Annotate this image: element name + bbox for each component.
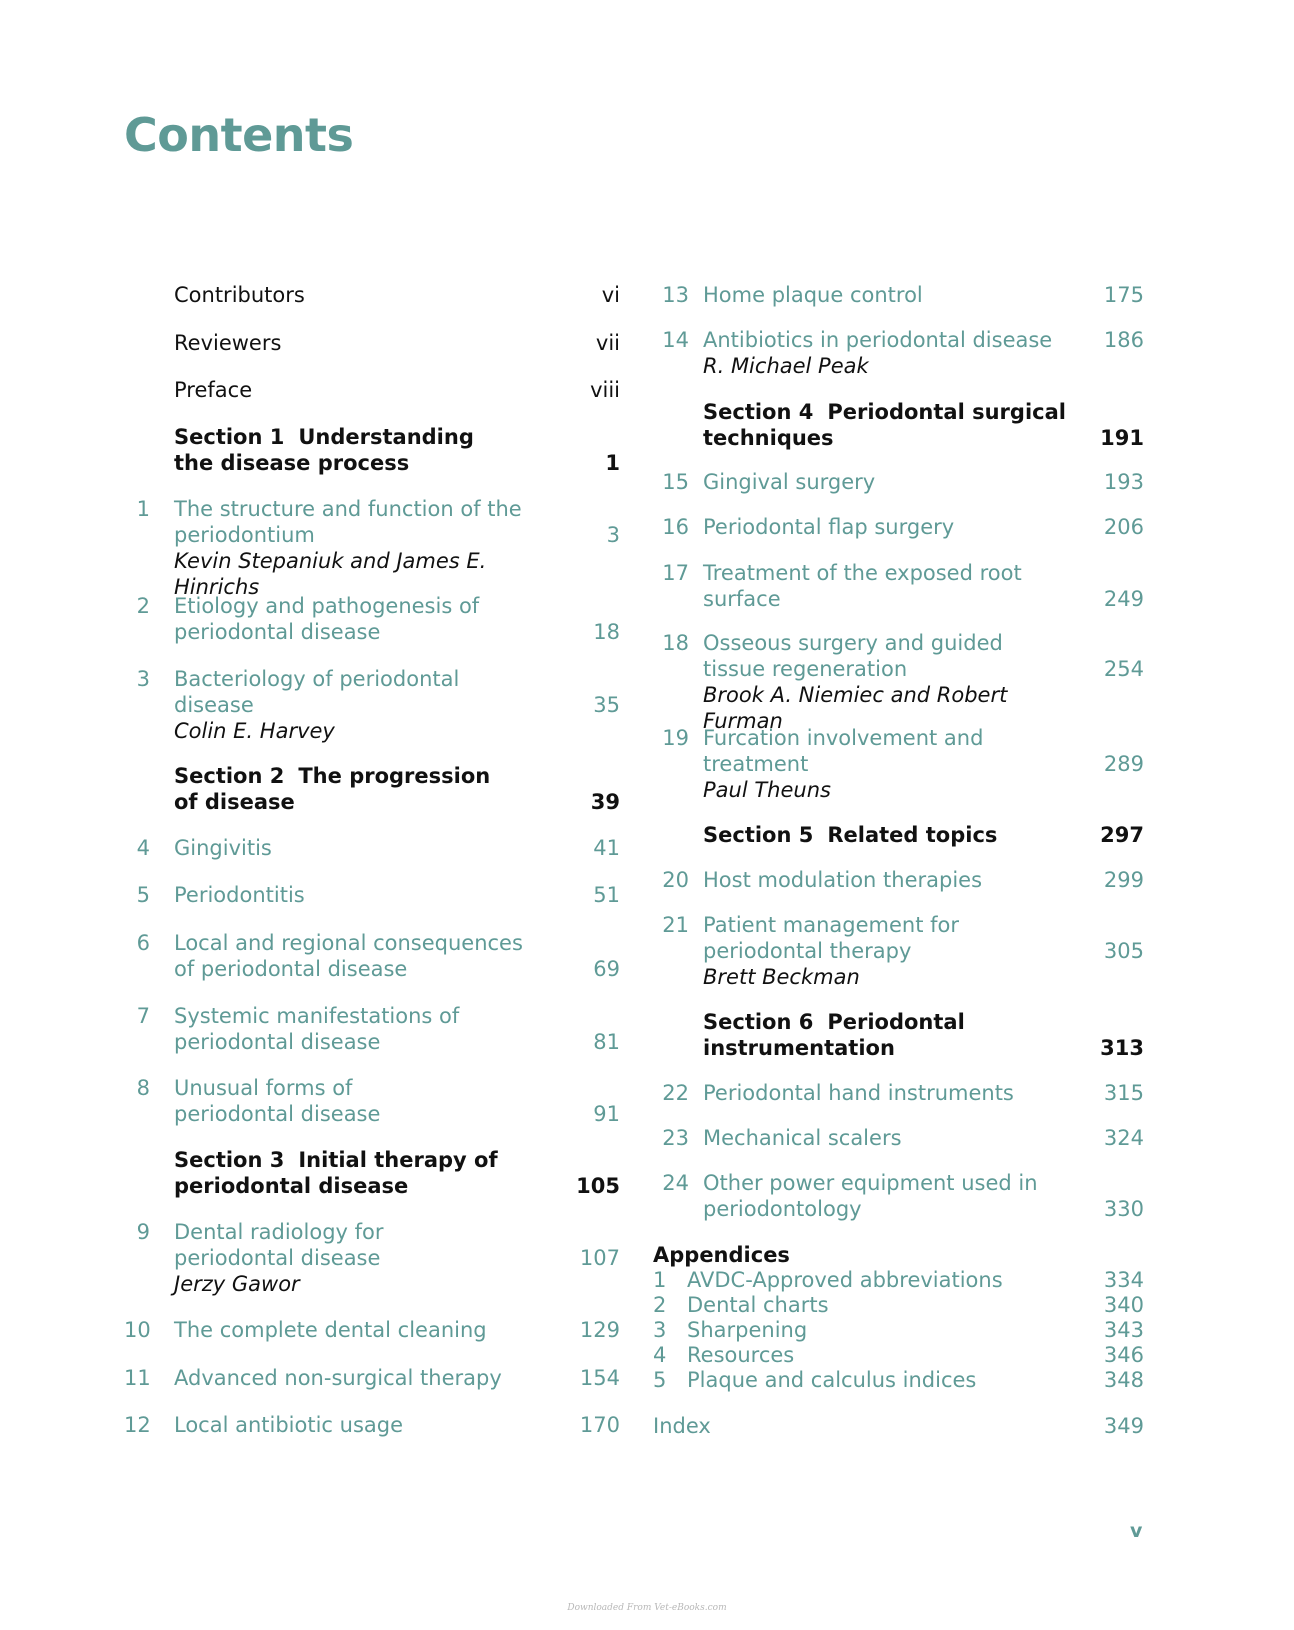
entry-title-line: instrumentation (703, 1036, 895, 1060)
section-title: Related topics (827, 823, 998, 847)
entry-title-line: Host modulation therapies (703, 868, 983, 892)
page-number: 18 (593, 620, 620, 644)
entry-title-line (703, 1009, 1083, 1035)
page-number: 313 (1100, 1036, 1144, 1060)
entry-title-line: Treatment of the exposed root (703, 561, 1022, 585)
appendix-title: Plaque and calculus indices (687, 1368, 977, 1392)
chapter-author: Brett Beckman (703, 965, 860, 989)
entry-title-block (174, 424, 554, 476)
page-number: 1 (605, 451, 620, 475)
page-number: 297 (1100, 823, 1144, 847)
entry-title-line: Contributors (174, 283, 305, 307)
section-title: Understanding (298, 425, 474, 449)
section-title: Periodontal surgical (827, 400, 1066, 424)
entry-title-block (174, 1317, 554, 1343)
entry-title-block (174, 882, 554, 908)
entry-title-block (703, 725, 1083, 803)
entry-title-block (174, 1147, 554, 1199)
page-number: vii (595, 331, 620, 355)
page-number: 330 (1103, 1197, 1144, 1221)
entry-title-line: Dental radiology for (174, 1220, 384, 1244)
entry-title-line: Periodontal hand instruments (703, 1081, 1014, 1105)
chapter-number: 13 (662, 283, 689, 307)
entry-title-block (703, 282, 1083, 308)
entry-title-line: periodontal therapy (703, 939, 912, 963)
page-number: 315 (1103, 1081, 1144, 1105)
page-number: 81 (593, 1030, 620, 1054)
page-number: 299 (1103, 868, 1144, 892)
chapter-number: 12 (124, 1413, 151, 1437)
page-number: 348 (1103, 1368, 1144, 1392)
page-number: 39 (590, 790, 620, 814)
entry-title-block (703, 912, 1083, 990)
chapter-author: Paul Theuns (703, 778, 831, 802)
entry-title-line (703, 822, 1083, 848)
entry-title-line: Advanced non-surgical therapy (174, 1366, 502, 1390)
chapter-number: 14 (662, 328, 689, 352)
page-number: 193 (1103, 470, 1144, 494)
entry-title-line: treatment (703, 752, 809, 776)
chapter-number: 20 (662, 868, 689, 892)
appendix-number: 5 (653, 1368, 667, 1392)
chapter-number: 5 (136, 883, 150, 907)
page-number: 3 (606, 523, 620, 547)
entry-title-line: surface (703, 587, 781, 611)
entry-title-block (703, 1080, 1083, 1106)
page-number: 324 (1103, 1126, 1144, 1150)
entry-title-line: Periodontitis (174, 883, 305, 907)
entry-title-line: Local and regional consequences (174, 931, 523, 955)
page-number: 289 (1103, 752, 1144, 776)
appendix-number: 2 (653, 1293, 667, 1317)
entry-title-line: The complete dental cleaning (174, 1318, 487, 1342)
section-title: The progression (298, 764, 491, 788)
entry-title-line: Furcation involvement and (703, 726, 984, 750)
chapter-number: 9 (136, 1220, 150, 1244)
entry-title-block (174, 1003, 554, 1055)
chapter-number: 4 (136, 836, 150, 860)
entry-title-line: Unusual forms of (174, 1076, 353, 1100)
entry-title-line: periodontium (174, 523, 315, 547)
entry-title-line: Osseous surgery and guided (703, 631, 1003, 655)
page-number: 206 (1103, 515, 1144, 539)
chapter-number: 15 (662, 470, 689, 494)
entry-title-block (174, 377, 554, 403)
chapter-author: Colin E. Harvey (174, 719, 335, 743)
entry-title-line: of disease (174, 790, 295, 814)
entry-title-line: Gingival surgery (703, 470, 876, 494)
chapter-author: Kevin Stepaniuk and James E. Hinrichs (174, 549, 487, 599)
entry-title-line: periodontal disease (174, 1246, 381, 1270)
entry-title-block (703, 1125, 1083, 1151)
appendix-title: Sharpening (687, 1318, 808, 1342)
chapter-author: Brook A. Niemiec and Robert Furman (703, 683, 1008, 733)
chapter-number: 2 (136, 594, 150, 618)
entry-title-block (174, 1365, 554, 1391)
entry-title-line: periodontal disease (174, 1102, 381, 1126)
entry-title-line: Preface (174, 378, 253, 402)
index-title: Index (653, 1414, 711, 1438)
page-number: 91 (593, 1102, 620, 1126)
section-label: Section 2 (174, 764, 285, 788)
entry-title-line: Systemic manifestations of (174, 1004, 460, 1028)
entry-title-block (174, 763, 554, 815)
entry-title-block (703, 1009, 1083, 1061)
entry-title-block (703, 822, 1083, 848)
chapter-number: 6 (136, 931, 150, 955)
entry-title-line: Mechanical scalers (703, 1126, 902, 1150)
page-number: 340 (1103, 1293, 1144, 1317)
entry-title-line: Home plaque control (703, 283, 923, 307)
page-number: 175 (1103, 283, 1144, 307)
chapter-number: 17 (662, 561, 689, 585)
entry-title-block (703, 327, 1083, 379)
entry-title-line: disease (174, 693, 254, 717)
page-number: 129 (579, 1318, 620, 1342)
entry-title-line: The structure and function of the (174, 497, 522, 521)
entry-title-block (174, 835, 554, 861)
chapter-number: 21 (662, 913, 689, 937)
chapter-number: 1 (136, 497, 150, 521)
section-label: Section 3 (174, 1148, 285, 1172)
page-title: Contents (124, 108, 354, 162)
page-number: 305 (1103, 939, 1144, 963)
chapter-number: 22 (662, 1081, 689, 1105)
folio-page-number: v (1130, 1520, 1143, 1542)
page-number: 69 (593, 957, 620, 981)
footer-watermark: Downloaded From Vet-eBooks.com (567, 1603, 727, 1613)
section-title: Initial therapy of (298, 1148, 498, 1172)
appendix-number: 1 (653, 1268, 667, 1292)
appendix-title: AVDC-Approved abbreviations (687, 1268, 1003, 1292)
page-number: 107 (579, 1246, 620, 1270)
chapter-number: 16 (662, 515, 689, 539)
appendices-heading: Appendices (653, 1243, 790, 1267)
entry-title-block (703, 514, 1083, 540)
chapter-number: 10 (124, 1318, 151, 1342)
entry-title-block (174, 666, 554, 744)
entry-title-block (703, 630, 1083, 734)
entry-title-line: Periodontal flap surgery (703, 515, 955, 539)
entry-title-block (174, 593, 554, 645)
entry-title-line: Patient management for (703, 913, 960, 937)
appendix-title: Resources (687, 1343, 795, 1367)
page-number: 154 (579, 1366, 620, 1390)
entry-title-line: periodontal disease (174, 620, 381, 644)
entry-title-line: Reviewers (174, 331, 282, 355)
page-number: 186 (1103, 328, 1144, 352)
entry-title-block (174, 330, 554, 356)
entry-title-line: of periodontal disease (174, 957, 408, 981)
section-label: Section 5 (703, 823, 814, 847)
entry-title-line: Etiology and pathogenesis of (174, 594, 480, 618)
entry-title-line: the disease process (174, 451, 410, 475)
chapter-author: Jerzy Gawor (174, 1272, 300, 1296)
page-number: vi (601, 283, 620, 307)
entry-title-block (174, 1075, 554, 1127)
chapter-number: 7 (136, 1004, 150, 1028)
entry-title-line: periodontal disease (174, 1174, 409, 1198)
entry-title-line: tissue regeneration (703, 657, 908, 681)
entry-title-block (703, 469, 1083, 495)
entry-title-block (174, 930, 554, 982)
entry-title-line (703, 399, 1083, 425)
page-number: 41 (593, 836, 620, 860)
section-label: Section 4 (703, 400, 814, 424)
entry-title-line: Antibiotics in periodontal disease (703, 328, 1053, 352)
page-number: 249 (1103, 587, 1144, 611)
chapter-number: 11 (124, 1366, 151, 1390)
entry-title-line: techniques (703, 426, 834, 450)
entry-title-block (703, 1170, 1083, 1222)
chapter-number: 24 (662, 1171, 689, 1195)
entry-title-block (174, 496, 554, 600)
page-number: 334 (1103, 1268, 1144, 1292)
entry-title-line (174, 763, 554, 789)
entry-title-line (174, 1147, 554, 1173)
section-title: Periodontal (827, 1010, 965, 1034)
entry-title-line: Bacteriology of periodontal (174, 667, 460, 691)
chapter-number: 8 (136, 1076, 150, 1100)
page-number: 35 (593, 693, 620, 717)
page-number: 51 (593, 883, 620, 907)
appendix-number: 4 (653, 1343, 667, 1367)
entry-title-block (703, 399, 1083, 451)
entry-title-line: Local antibiotic usage (174, 1413, 404, 1437)
entry-title-line (174, 424, 554, 450)
entry-title-line: Gingivitis (174, 836, 272, 860)
entry-title-block (703, 560, 1083, 612)
chapter-number: 18 (662, 631, 689, 655)
page-number: 254 (1103, 657, 1144, 681)
entry-title-block (174, 1219, 554, 1297)
entry-title-line: periodontology (703, 1197, 862, 1221)
entry-title-block (703, 867, 1083, 893)
chapter-number: 23 (662, 1126, 689, 1150)
entry-title-line: Other power equipment used in (703, 1171, 1038, 1195)
entry-title-line: periodontal disease (174, 1030, 381, 1054)
appendix-number: 3 (653, 1318, 667, 1342)
page-number: 105 (576, 1174, 620, 1198)
chapter-number: 19 (662, 726, 689, 750)
entry-title-block (174, 282, 554, 308)
page-number: 346 (1103, 1343, 1144, 1367)
page-number: viii (590, 378, 620, 402)
index-page-number: 349 (1103, 1414, 1144, 1438)
chapter-author: R. Michael Peak (703, 354, 869, 378)
page-number: 191 (1100, 426, 1144, 450)
section-label: Section 6 (703, 1010, 814, 1034)
appendix-title: Dental charts (687, 1293, 829, 1317)
page-number: 343 (1103, 1318, 1144, 1342)
entry-title-block (174, 1412, 554, 1438)
section-label: Section 1 (174, 425, 285, 449)
page-number: 170 (579, 1413, 620, 1437)
chapter-number: 3 (136, 667, 150, 691)
